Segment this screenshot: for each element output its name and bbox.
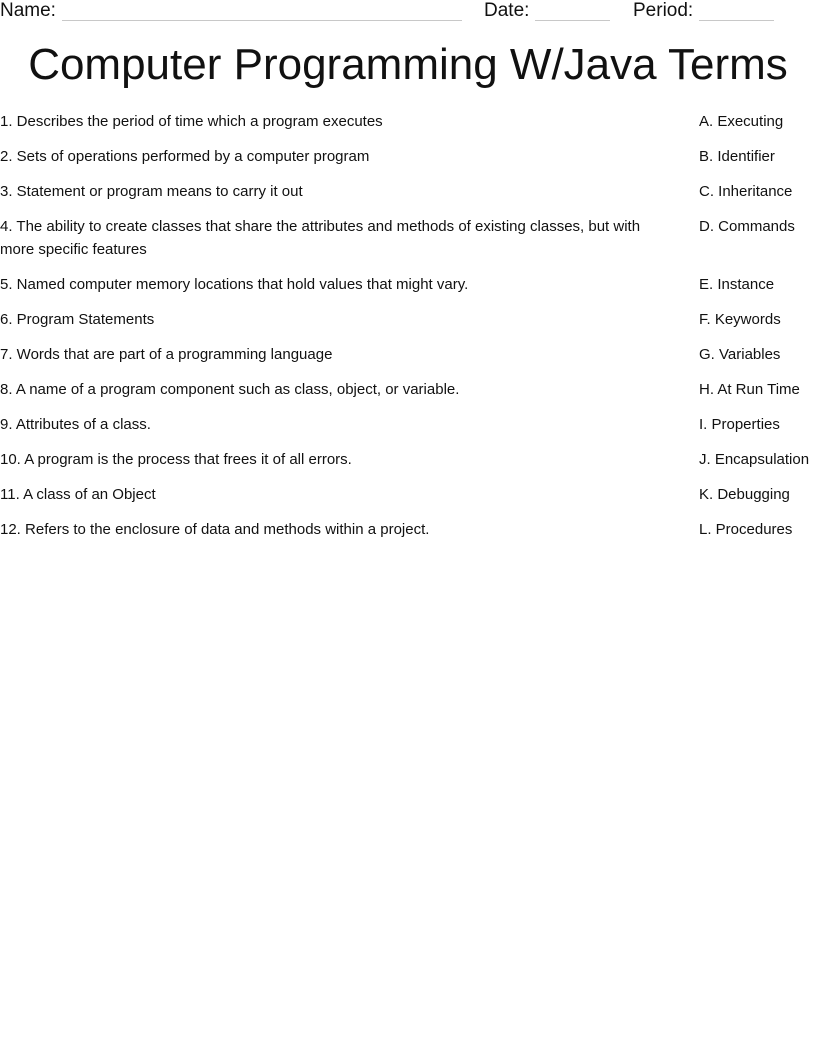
matching-row bbox=[0, 215, 816, 261]
matching-row bbox=[0, 378, 816, 401]
name-label: Name: bbox=[0, 0, 56, 21]
matching-row bbox=[0, 110, 816, 133]
clue-text: 9. Attributes of a class. bbox=[0, 416, 151, 433]
matching-row bbox=[0, 273, 816, 296]
clue-text: 10. A program is the process that frees it of all errors. bbox=[0, 451, 352, 468]
answer-option: A. Executing bbox=[699, 113, 784, 130]
matching-list bbox=[0, 110, 816, 553]
matching-row bbox=[0, 180, 816, 203]
answer-option: G. Variables bbox=[699, 346, 781, 363]
clue-text: 7. Words that are part of a programming language bbox=[0, 346, 333, 363]
matching-row bbox=[0, 145, 816, 168]
worksheet-header bbox=[0, 0, 816, 24]
matching-row bbox=[0, 343, 816, 366]
clue-text: 5. Named computer memory locations that hold values that might vary. bbox=[0, 276, 469, 293]
answer-option: L. Procedures bbox=[699, 521, 793, 538]
answer-option: H. At Run Time bbox=[699, 381, 800, 398]
clue-text: 8. A name of a program component such as class, object, or variable. bbox=[0, 381, 460, 398]
answer-option: K. Debugging bbox=[699, 486, 790, 503]
date-blank-line bbox=[535, 20, 610, 21]
clue-text: 4. The ability to create classes that share the attributes and methods of existing classes, but with more specific features bbox=[0, 218, 641, 258]
answer-option: B. Identifier bbox=[699, 148, 775, 165]
answer-option: C. Inheritance bbox=[699, 183, 793, 200]
answer-option: J. Encapsulation bbox=[699, 451, 810, 468]
matching-row bbox=[0, 518, 816, 541]
answer-option: E. Instance bbox=[699, 276, 775, 293]
page-title: Computer Programming W/Java Terms bbox=[28, 40, 788, 89]
matching-row bbox=[0, 483, 816, 506]
matching-row bbox=[0, 448, 816, 471]
clue-text: 12. Refers to the enclosure of data and methods within a project. bbox=[0, 521, 430, 538]
answer-option: F. Keywords bbox=[699, 311, 781, 328]
clue-text: 2. Sets of operations performed by a computer program bbox=[0, 148, 370, 165]
matching-row bbox=[0, 413, 816, 436]
clue-text: 6. Program Statements bbox=[0, 311, 155, 328]
matching-row bbox=[0, 308, 816, 331]
period-blank-line bbox=[699, 20, 774, 21]
answer-option: I. Properties bbox=[699, 416, 780, 433]
date-label: Date: bbox=[484, 0, 530, 21]
clue-text: 11. A class of an Object bbox=[0, 486, 156, 503]
clue-text: 3. Statement or program means to carry it out bbox=[0, 183, 303, 200]
period-label: Period: bbox=[633, 0, 694, 21]
name-blank-line bbox=[62, 20, 462, 21]
clue-text: 1. Describes the period of time which a program executes bbox=[0, 113, 383, 130]
answer-option: D. Commands bbox=[699, 218, 795, 235]
